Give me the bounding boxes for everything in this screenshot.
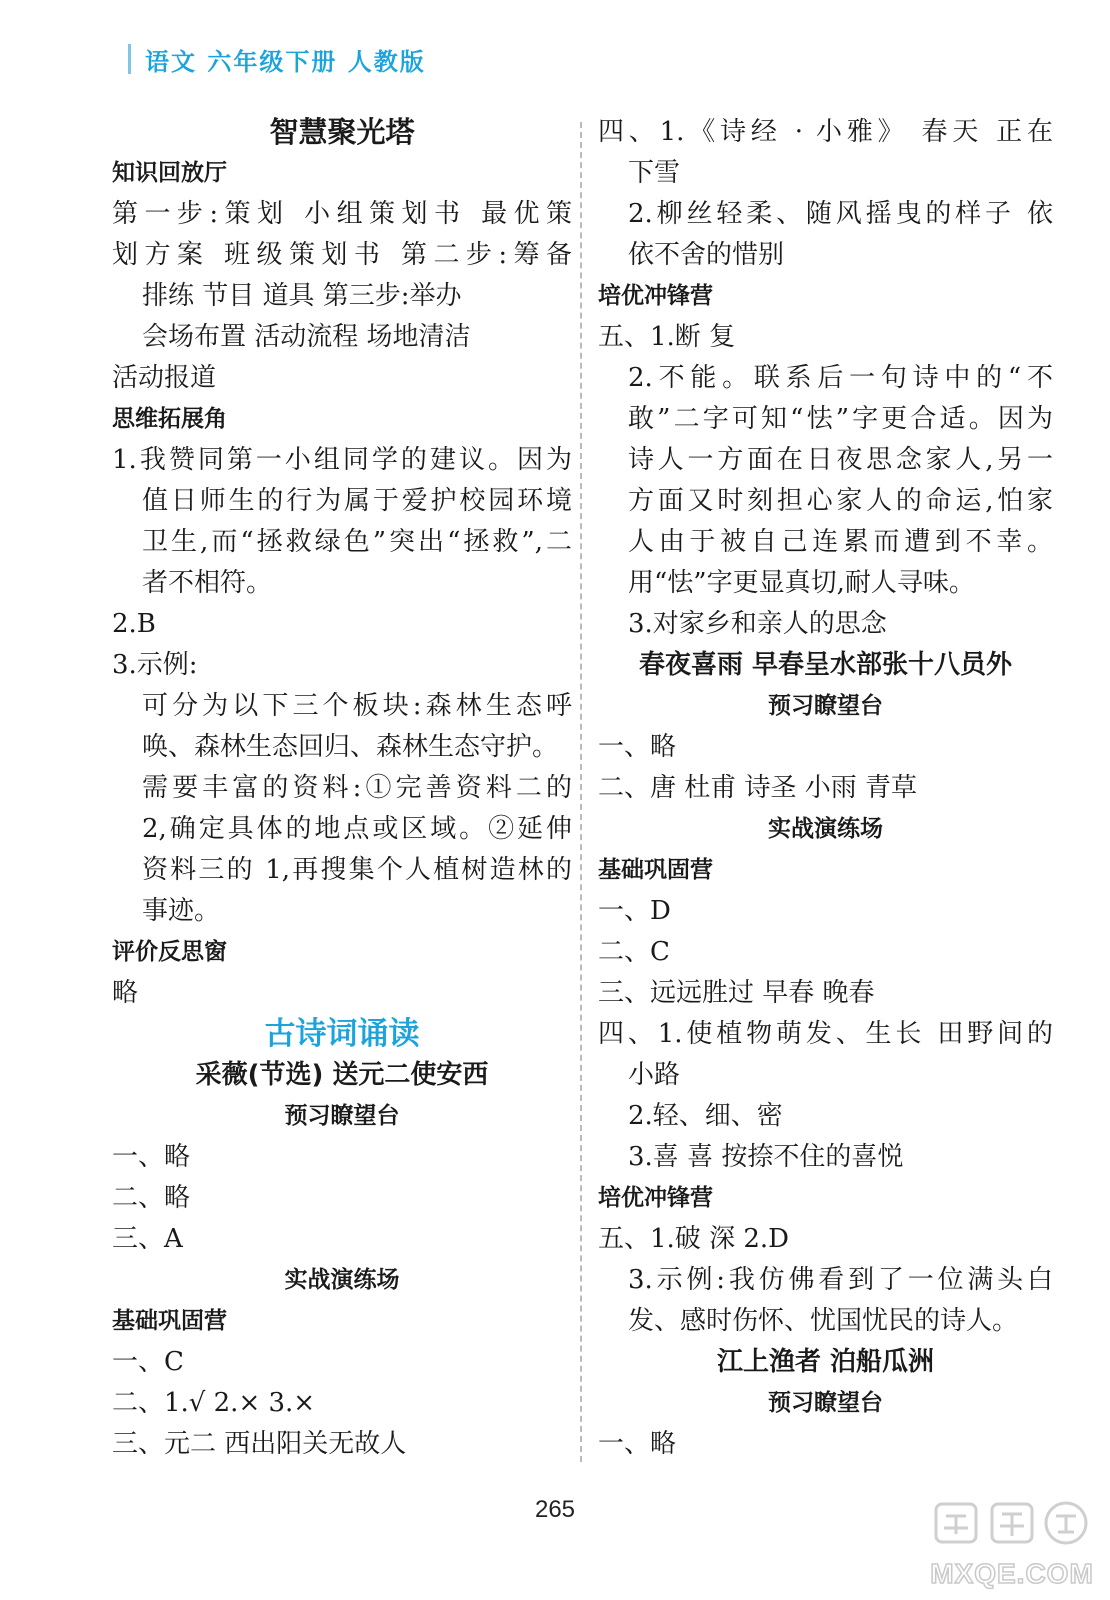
answer-line: 四、1.使植物萌发、生长 田野间的	[598, 1019, 1053, 1049]
answer-line: 者不相符。	[142, 568, 273, 598]
answer-line: 二、略	[112, 1183, 191, 1213]
subsection-heading: 评价反思窗	[112, 939, 227, 965]
header-title: 语文 六年级下册 人教版	[145, 47, 426, 76]
answer-line: 排练 节目 道具 第三步:举办	[142, 281, 462, 311]
answer-line: 略	[112, 978, 139, 1008]
part-heading: 预习瞭望台	[768, 693, 883, 719]
watermark-text: MXQE.COM	[930, 1558, 1094, 1589]
right-column	[598, 112, 1053, 1465]
answer-line: 值日师生的行为属于爱护校园环境	[142, 486, 572, 516]
section-title-blue: 古诗词诵读	[264, 1016, 420, 1052]
answer-line: 2.不能。联系后一句诗中的“不	[628, 363, 1053, 393]
answer-line: 一、略	[112, 1142, 191, 1172]
answer-line: 3.示例:	[112, 650, 198, 680]
section-title: 智慧聚光塔	[269, 115, 415, 149]
subsection-heading: 思维拓展角	[112, 406, 227, 432]
answer-line: 第一步:策划 小组策划书 最优策	[112, 199, 572, 229]
answer-line: 一、略	[598, 1429, 677, 1459]
answer-line: 活动报道	[112, 363, 217, 393]
answer-line: 需要丰富的资料:①完善资料二的	[142, 773, 572, 803]
page-number: 265	[534, 1496, 576, 1523]
answer-line: 方面又时刻担心家人的命运,怕家	[628, 486, 1053, 516]
answer-line: 二、1.√ 2.× 3.×	[112, 1388, 316, 1418]
answer-line: 一、D	[598, 896, 671, 926]
poem-title: 春夜喜雨 早春呈水部张十八员外	[638, 650, 1013, 680]
subsection-heading: 基础巩固营	[112, 1308, 227, 1334]
answer-line: 二、C	[598, 937, 670, 967]
answer-line: 诗人一方面在日夜思念家人,另一	[628, 445, 1053, 475]
answer-line: 2.柳丝轻柔、随风摇曳的样子 依	[628, 199, 1053, 229]
answer-line: 划方案 班级策划书 第二步:筹备	[112, 240, 572, 270]
answer-line: 3.喜 喜 按捺不住的喜悦	[628, 1142, 904, 1172]
answer-line: 五、1.破 深 2.D	[598, 1224, 789, 1254]
header-accent-bar	[128, 44, 131, 74]
watermark-logo-icon	[934, 1498, 1094, 1546]
watermark	[928, 1498, 1096, 1590]
poem-title: 采薇(节选) 送元二使安西	[195, 1060, 489, 1090]
answer-line: 2.B	[112, 609, 156, 639]
answer-line: 资料三的 1,再搜集个人植树造林的	[142, 855, 572, 885]
subsection-heading: 培优冲锋营	[598, 283, 713, 309]
answer-line: 三、远远胜过 早春 晚春	[598, 978, 875, 1008]
subsection-heading: 基础巩固营	[598, 857, 713, 883]
poem-title: 江上渔者 泊船瓜洲	[716, 1347, 935, 1377]
part-heading: 实战演练场	[768, 816, 883, 842]
answer-line: 三、A	[112, 1224, 183, 1254]
subsection-heading: 知识回放厅	[112, 160, 227, 186]
column-divider	[580, 122, 582, 1462]
subsection-heading: 培优冲锋营	[598, 1185, 713, 1211]
answer-line: 3.对家乡和亲人的思念	[628, 609, 887, 639]
answer-line: 可分为以下三个板块:森林生态呼	[142, 691, 572, 721]
answer-line: 2,确定具体的地点或区域。②延伸	[142, 814, 572, 844]
answer-line: 1.我赞同第一小组同学的建议。因为	[112, 445, 572, 475]
answer-line: 四、1.《诗经 · 小雅》 春天 正在	[598, 117, 1053, 147]
part-heading: 预习瞭望台	[768, 1390, 883, 1416]
answer-line: 发、感时伤怀、忧国忧民的诗人。	[628, 1306, 1019, 1336]
answer-line: 2.轻、细、密	[628, 1101, 783, 1131]
answer-line: 用“怯”字更显真切,耐人寻味。	[628, 568, 975, 598]
left-column	[112, 112, 572, 1465]
answer-line: 下雪	[628, 158, 681, 188]
answer-line: 三、元二 西出阳关无故人	[112, 1429, 407, 1459]
page-header	[128, 42, 426, 76]
answer-line: 敢”二字可知“怯”字更合适。因为	[628, 404, 1053, 434]
answer-line: 二、唐 杜甫 诗圣 小雨 青草	[598, 773, 918, 803]
answer-line: 小路	[628, 1060, 681, 1090]
answer-line: 卫生,而“拯救绿色”突出“拯救”,二	[142, 527, 572, 557]
part-heading: 实战演练场	[284, 1267, 400, 1293]
answer-line: 依不舍的惜别	[628, 240, 785, 270]
answer-line: 五、1.断 复	[598, 322, 736, 352]
answer-line: 3.示例:我仿佛看到了一位满头白	[628, 1265, 1053, 1295]
answer-line: 事迹。	[142, 896, 221, 926]
part-heading: 预习瞭望台	[284, 1103, 400, 1129]
answer-line: 一、略	[598, 732, 677, 762]
answer-line: 人由于被自己连累而遭到不幸。	[628, 527, 1053, 557]
answer-line: 唤、森林生态回归、森林生态守护。	[142, 732, 559, 762]
answer-line: 一、C	[112, 1347, 184, 1377]
answer-line: 会场布置 活动流程 场地清洁	[142, 322, 471, 352]
